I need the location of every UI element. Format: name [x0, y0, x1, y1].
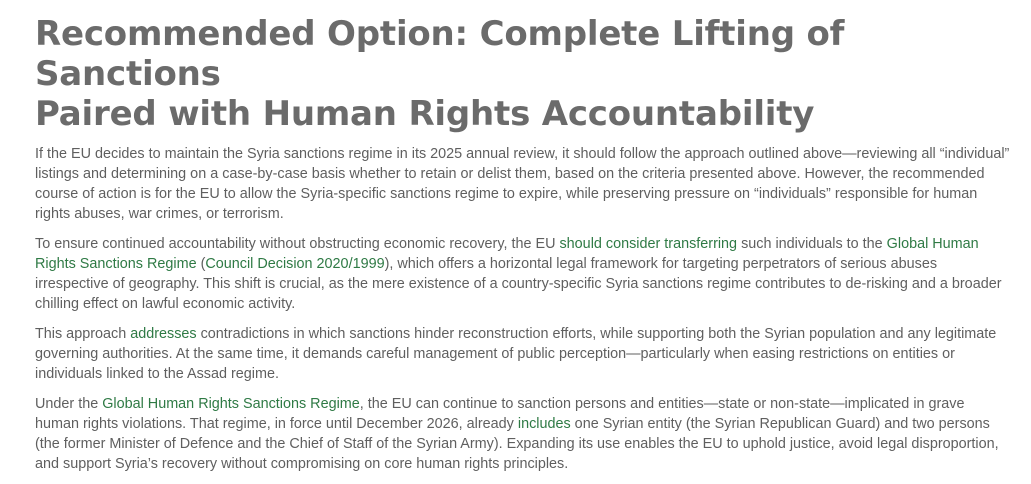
- link-global-human-rights-sanctions-regime[interactable]: Global Human Rights Sanctions Regime: [35, 236, 979, 272]
- link-should-consider-transferring[interactable]: should consider transferring: [559, 236, 738, 252]
- paragraph-4-text-3: one Syrian entity (the Syrian Republican Guard) and two persons (the former Minister of Defence and the Chief of Staff of the Syrian Army). Expanding its use enables the EU to uphold justice, avoid legal disproportion, and support Syria’s recovery without compromising on core human rights principles.: [35, 416, 999, 472]
- link-global-human-rights-sanctions-regime-2[interactable]: Global Human Rights Sanctions Regime: [102, 396, 360, 412]
- link-addresses[interactable]: addresses: [130, 326, 197, 342]
- link-council-decision[interactable]: Council Decision 2020/1999: [205, 256, 385, 272]
- paragraph-2-text-2: such individuals to the: [737, 236, 887, 252]
- paragraph-1-text: If the EU decides to maintain the Syria sanctions regime in its 2025 annual review, it should follow the approach outlined above—reviewing all “individual” listings and determining on a case-by-case basis whether to retain or delist them, based on the criteria presented above. However, the recommended course of action is for the EU to allow the Syria-specific sanctions regime to expire, while preserving pressure on “individuals” responsible for human rights abuses, war crimes, or terrorism.: [35, 146, 1010, 222]
- paragraph-1: [35, 144, 1010, 224]
- paragraph-2-text-3: (: [196, 256, 206, 272]
- paragraph-4-text-2: , the EU can continue to sanction persons and entities—state or non-state—implicated in grave human rights violations. That regime, in force until December 2026, already: [35, 396, 965, 432]
- page-title: [35, 14, 1010, 134]
- title-line-1: Recommended Option: Complete Lifting of Sanctions: [35, 14, 845, 94]
- paragraph-3-text-2: contradictions in which sanctions hinder reconstruction efforts, while supporting both the Syrian population and any legitimate governing authorities. At the same time, it demands careful management of public perception—particularly when easing restrictions on entities or individuals linked to the Assad regime.: [35, 326, 997, 382]
- paragraph-2: [35, 234, 1010, 314]
- article: [35, 14, 1010, 484]
- paragraph-2-text-1: To ensure continued accountability without obstructing economic recovery, the EU: [35, 236, 560, 252]
- paragraph-3-text-1: This approach: [35, 326, 131, 342]
- link-includes[interactable]: includes: [517, 416, 571, 432]
- paragraph-3: [35, 324, 1010, 384]
- paragraph-4: [35, 394, 1010, 474]
- paragraph-2-text-4: ), which offers a horizontal legal framework for targeting perpetrators of serious abuses irrespective of geography. This shift is crucial, as the mere existence of a country-specific Syria sanctions regime contributes to de-risking and a broader chilling effect on lawful economic activity.: [35, 256, 1002, 312]
- paragraph-4-text-1: Under the: [35, 396, 103, 412]
- title-line-2: Paired with Human Rights Accountability: [35, 94, 815, 134]
